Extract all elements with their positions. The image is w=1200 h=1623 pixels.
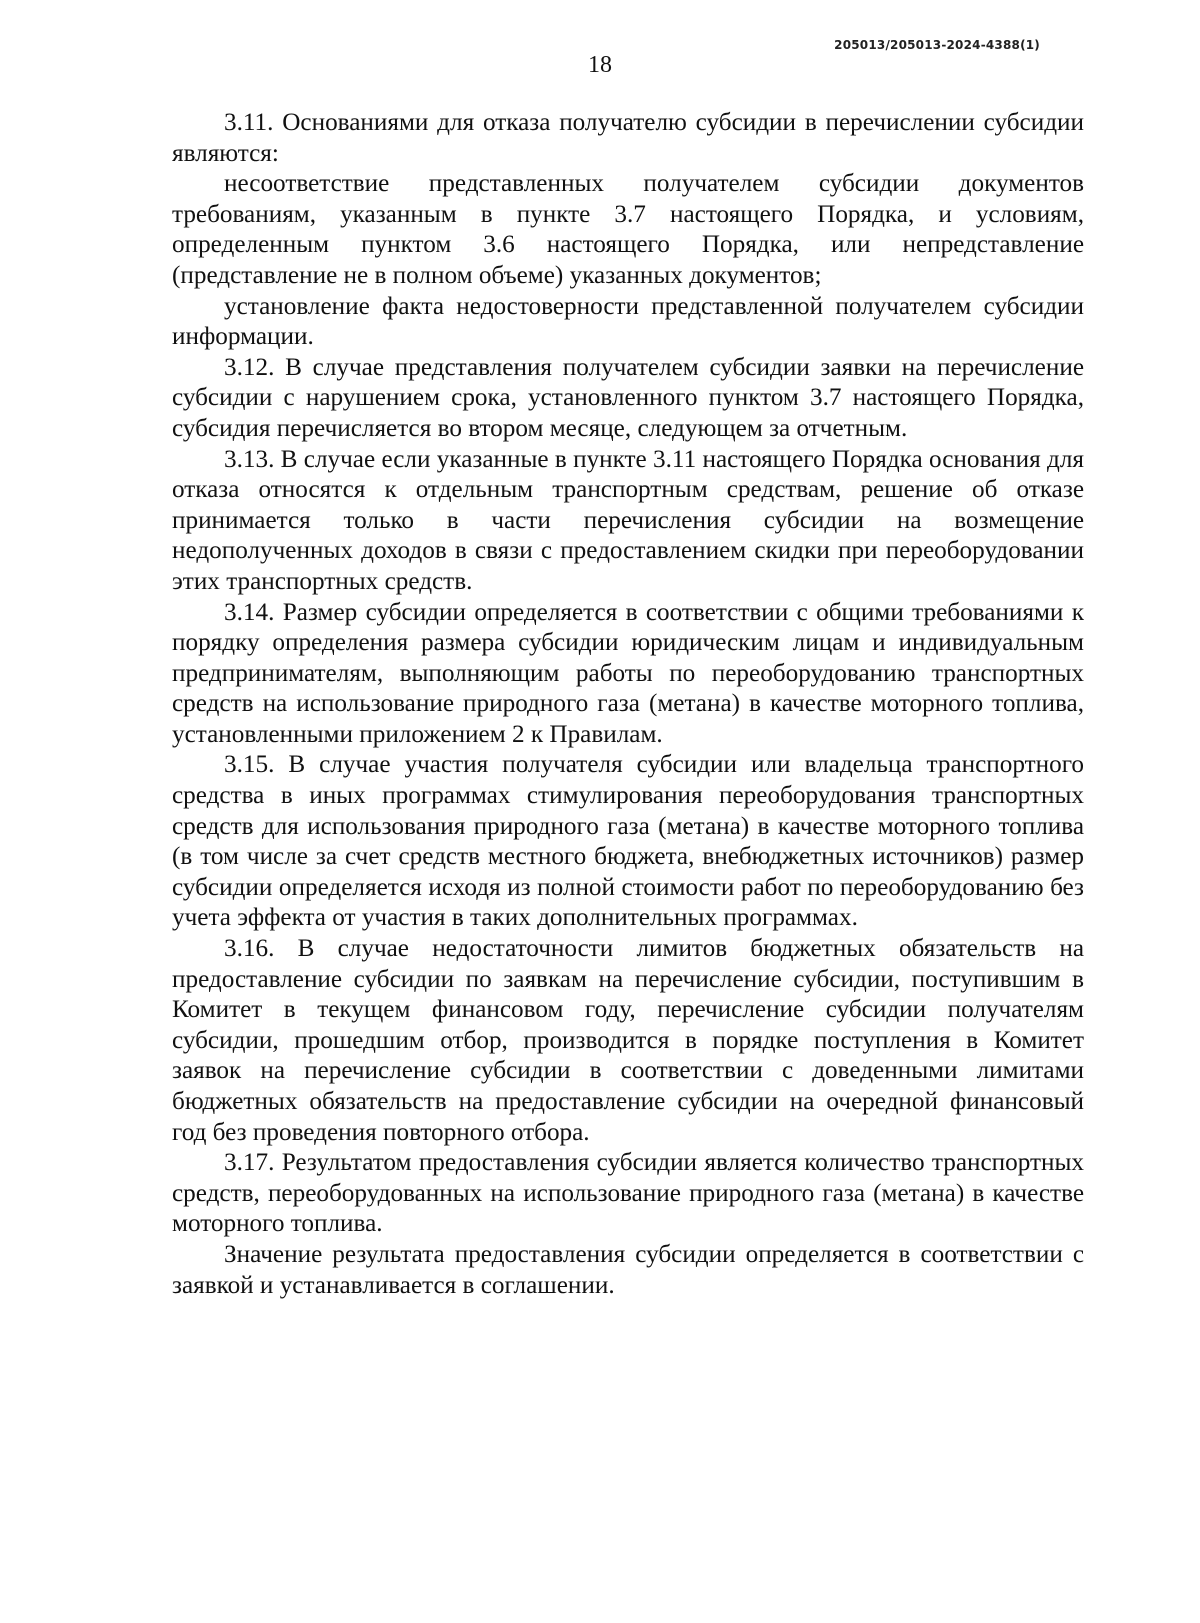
- paragraph-3-17-value: Значение результата предоставления субсидии определяется в соответствии с заявкой и устанавливается в соглашении.: [172, 1240, 1084, 1299]
- paragraph-3-11-item-1: несоответствие представленных получателем субсидии документов требованиям, указанным в пункте 3.7 настоящего Порядка, и условиям, определенным пунктом 3.6 настоящего Порядка, или непредставление (представление не в полном объеме) указанных документов;: [172, 170, 1084, 289]
- paragraph-3-13: 3.13. В случае если указанные в пункте 3.11 настоящего Порядка основания для отказа относятся к отдельным транспортным средствам, решение об отказе принимается только в части перечисления субсидии на возмещение недополученных доходов в связи с предоставлением скидки при переоборудовании этих транспортных средств.: [172, 445, 1084, 595]
- paragraph-3-17: 3.17. Результатом предоставления субсидии является количество транспортных средств, переоборудованных на использование природного газа (метана) в качестве моторного топлива.: [172, 1149, 1084, 1238]
- paragraph-3-14: 3.14. Размер субсидии определяется в соответствии с общими требованиями к порядку определения размера субсидии юридическим лицам и индивидуальным предпринимателям, выполняющим работы по переоборудованию транспортных средств на использование природного газа (метана) в качестве моторного топлива, установленными приложением 2 к Правилам.: [172, 598, 1084, 748]
- paragraph-3-16: 3.16. В случае недостаточности лимитов бюджетных обязательств на предоставление субсидии по заявкам на перечисление субсидии, поступившим в Комитет в текущем финансовом году, перечисление субсидии получателям субсидии, прошедшим отбор, производится в порядке поступления в Комитет заявок на перечисление субсидии в соответствии с доведенными лимитами бюджетных обязательств на предоставление субсидии на очередной финансовый год без проведения повторного отбора.: [172, 935, 1084, 1146]
- paragraph-3-15: 3.15. В случае участия получателя субсидии или владельца транспортного средства в иных программах стимулирования переоборудования транспортных средств для использования природного газа (метана) в качестве моторного топлива (в том числе за счет средств местного бюджета, внебюджетных источников) размер субсидии определяется исходя из полной стоимости работ по переоборудованию без учета эффекта от участия в таких дополнительных программах.: [172, 751, 1084, 932]
- page-number: 18: [588, 52, 612, 78]
- document-body: [172, 108, 1084, 1301]
- document-id: 205013/205013-2024-4388(1): [834, 38, 1040, 52]
- paragraph-3-11-item-2: установление факта недостоверности представленной получателем субсидии информации.: [172, 292, 1084, 351]
- paragraph-3-12: 3.12. В случае представления получателем субсидии заявки на перечисление субсидии с нарушением срока, установленного пунктом 3.7 настоящего Порядка, субсидия перечисляется во втором месяце, следующем за отчетным.: [172, 353, 1084, 442]
- paragraph-3-11: 3.11. Основаниями для отказа получателю субсидии в перечислении субсидии являются:: [172, 109, 1084, 167]
